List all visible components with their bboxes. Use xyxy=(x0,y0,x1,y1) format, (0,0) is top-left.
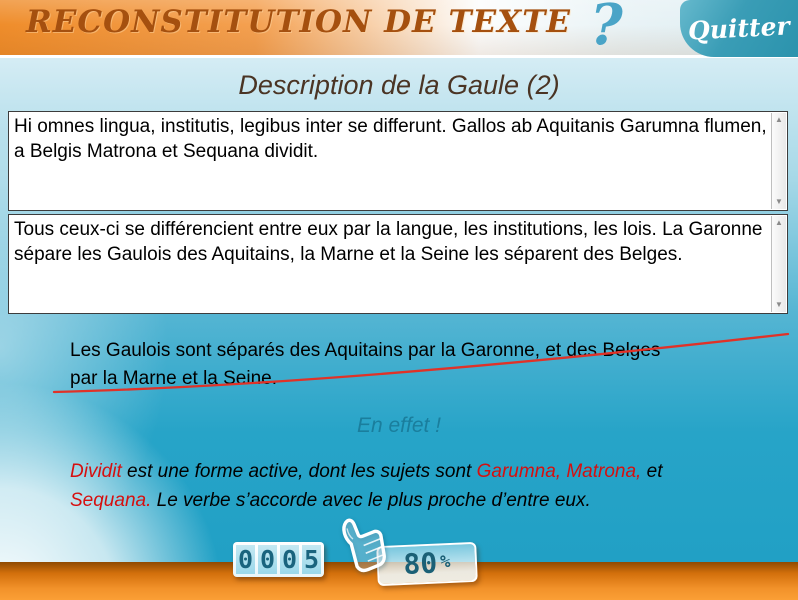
highlight-word: Dividit xyxy=(70,461,122,482)
scroll-down-icon[interactable]: ▼ xyxy=(775,197,783,206)
quit-button-label: Quitter xyxy=(687,11,791,46)
scroll-down-icon[interactable]: ▼ xyxy=(775,300,783,309)
latin-text-box[interactable] xyxy=(8,111,788,211)
french-text-box[interactable] xyxy=(8,214,788,314)
confirmation-text: En effet ! xyxy=(356,414,442,437)
highlight-word: Garumna, xyxy=(476,461,562,482)
counter-digit: 5 xyxy=(303,545,320,574)
explanation-line: Sequana. Le verbe s’accorde avec le plus proche d’entre eux. xyxy=(70,490,591,511)
score-value: 80 xyxy=(402,546,438,582)
thumbs-up-icon xyxy=(330,512,396,581)
explanation-text xyxy=(70,457,770,515)
answer-text xyxy=(70,337,760,393)
explanation-line: Dividit est une forme active, dont les sujets sont Garumna, Matrona, et xyxy=(70,461,663,482)
counter-digit: 0 xyxy=(237,545,254,574)
highlight-word: Sequana. xyxy=(70,490,152,511)
counter-digit: 0 xyxy=(259,545,276,574)
answer-line: Les Gaulois sont séparés des Aquitains par la Garonne, et des Belges xyxy=(70,340,661,361)
french-scrollbar[interactable] xyxy=(771,216,786,312)
latin-text: Hi omnes lingua, institutis, legibus inter se differunt. Gallos ab Aquitanis Garumna flumen, a Belgis Matrona et Sequana dividit. xyxy=(14,116,767,162)
help-icon[interactable]: ? xyxy=(590,0,623,58)
percent-icon: % xyxy=(439,551,451,572)
quit-button[interactable] xyxy=(680,0,798,57)
exercise-title: Description de la Gaule (2) xyxy=(238,70,560,100)
app-title: RECONSTITUTION DE TEXTE xyxy=(26,4,571,40)
scroll-up-icon[interactable]: ▲ xyxy=(775,218,783,227)
counter-digit: 0 xyxy=(281,545,298,574)
latin-scrollbar[interactable] xyxy=(771,113,786,209)
scroll-up-icon[interactable]: ▲ xyxy=(775,115,783,124)
highlight-word: Matrona, xyxy=(566,461,642,482)
french-text: Tous ceux-ci se différencient entre eux par la langue, les institutions, les lois. La Garonne sépare les Gaulois des Aquitains, la Marne et la Seine les séparent des Belges. xyxy=(14,219,763,265)
attempt-counter xyxy=(233,542,324,577)
header-bar xyxy=(0,0,798,58)
answer-line: par la Marne et la Seine. xyxy=(70,368,278,389)
